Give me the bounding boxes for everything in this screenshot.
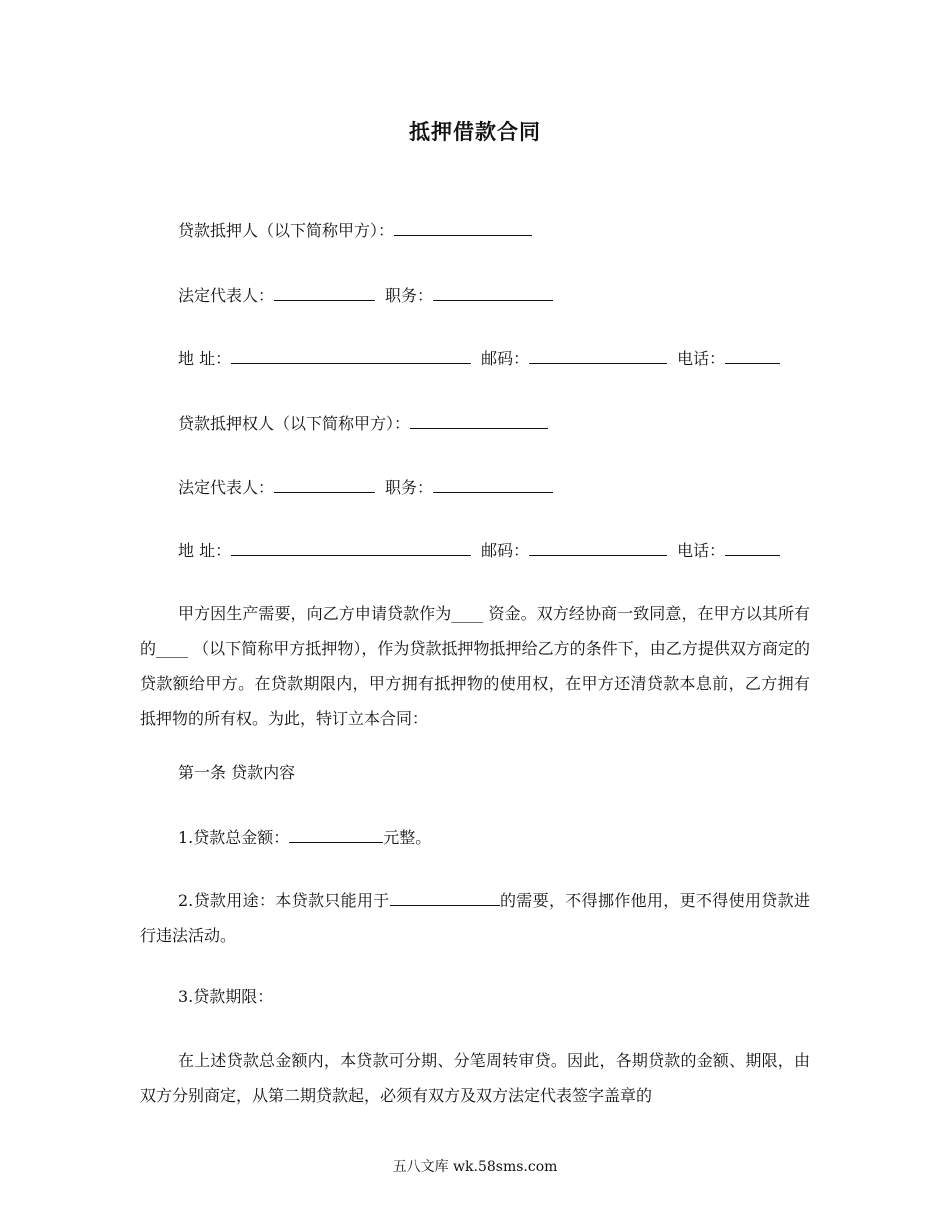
- party-a-position-blank[interactable]: [433, 284, 553, 301]
- party-a-address-blank[interactable]: [231, 347, 471, 364]
- party-a-rep-line: [178, 284, 553, 307]
- party-a-postcode-label: 邮码：: [481, 349, 530, 368]
- party-b-rep-blank[interactable]: [274, 476, 375, 493]
- party-a-position-label: 职务：: [385, 286, 434, 305]
- party-b-name-line: [178, 412, 548, 435]
- party-b-address-label: 地 址：: [178, 541, 232, 560]
- party-b-position-label: 职务：: [385, 478, 434, 497]
- party-a-name-line: [178, 219, 532, 242]
- party-a-address-label: 地 址：: [178, 349, 232, 368]
- loan-purpose-blank[interactable]: [390, 889, 500, 906]
- party-b-label: 贷款抵押权人（以下简称甲方）：: [178, 414, 411, 433]
- loan-amount-blank[interactable]: [289, 826, 383, 843]
- party-a-name-blank[interactable]: [394, 219, 532, 236]
- party-b-position-blank[interactable]: [433, 476, 553, 493]
- party-b-rep-label: 法定代表人：: [178, 478, 275, 497]
- loan-term-paragraph: 在上述贷款总金额内，本贷款可分期、分笔周转审贷。因此，各期贷款的金额、期限，由双方分别商定，从第二期贷款起，必须有双方及双方法定代表签字盖章的: [140, 1051, 810, 1105]
- document-title: 抵押借款合同: [409, 120, 541, 144]
- party-a-rep-blank[interactable]: [274, 284, 375, 301]
- party-b-phone-label: 电话：: [677, 541, 726, 560]
- intro-paragraph: 甲方因生产需要，向乙方申请贷款作为____ 资金。双方经协商一致同意，在甲方以其所有的____ （以下简称甲方抵押物），作为贷款抵押物抵押给乙方的条件下，由乙方提供双方商定的贷款额给甲方。在贷款期限内，甲方拥有抵押物的使用权，在甲方还清贷款本息前，乙方拥有抵押物的所有权。为此，特订立本合同：: [140, 604, 810, 728]
- loan-amount-suffix: 元整。: [383, 828, 432, 847]
- article-1-heading: 第一条 贷款内容: [178, 763, 296, 782]
- party-b-name-blank[interactable]: [410, 412, 548, 429]
- party-b-phone-blank[interactable]: [725, 539, 780, 556]
- party-a-rep-label: 法定代表人：: [178, 286, 275, 305]
- party-a-phone-blank[interactable]: [725, 347, 780, 364]
- party-b-rep-line: [178, 476, 553, 499]
- loan-amount-line: [178, 826, 431, 849]
- loan-purpose-prefix: 2.贷款用途：本贷款只能用于: [178, 891, 390, 910]
- page-footer: 五八文库 wk.58sms.com: [392, 1159, 558, 1175]
- loan-purpose-suffix: 的需要，不得挪作他用，更不得使用贷款进行违法活动。: [140, 891, 810, 945]
- loan-amount-label: 1.贷款总金额：: [178, 828, 290, 847]
- party-b-postcode-blank[interactable]: [529, 539, 667, 556]
- party-a-label: 贷款抵押人（以下简称甲方）：: [178, 221, 395, 240]
- loan-term-heading: 3.贷款期限：: [178, 987, 274, 1006]
- party-a-address-line: [178, 347, 780, 370]
- party-a-postcode-blank[interactable]: [529, 347, 667, 364]
- loan-purpose-paragraph: [140, 883, 810, 953]
- party-b-address-blank[interactable]: [231, 539, 471, 556]
- party-b-address-line: [178, 539, 780, 562]
- party-b-postcode-label: 邮码：: [481, 541, 530, 560]
- party-a-phone-label: 电话：: [677, 349, 726, 368]
